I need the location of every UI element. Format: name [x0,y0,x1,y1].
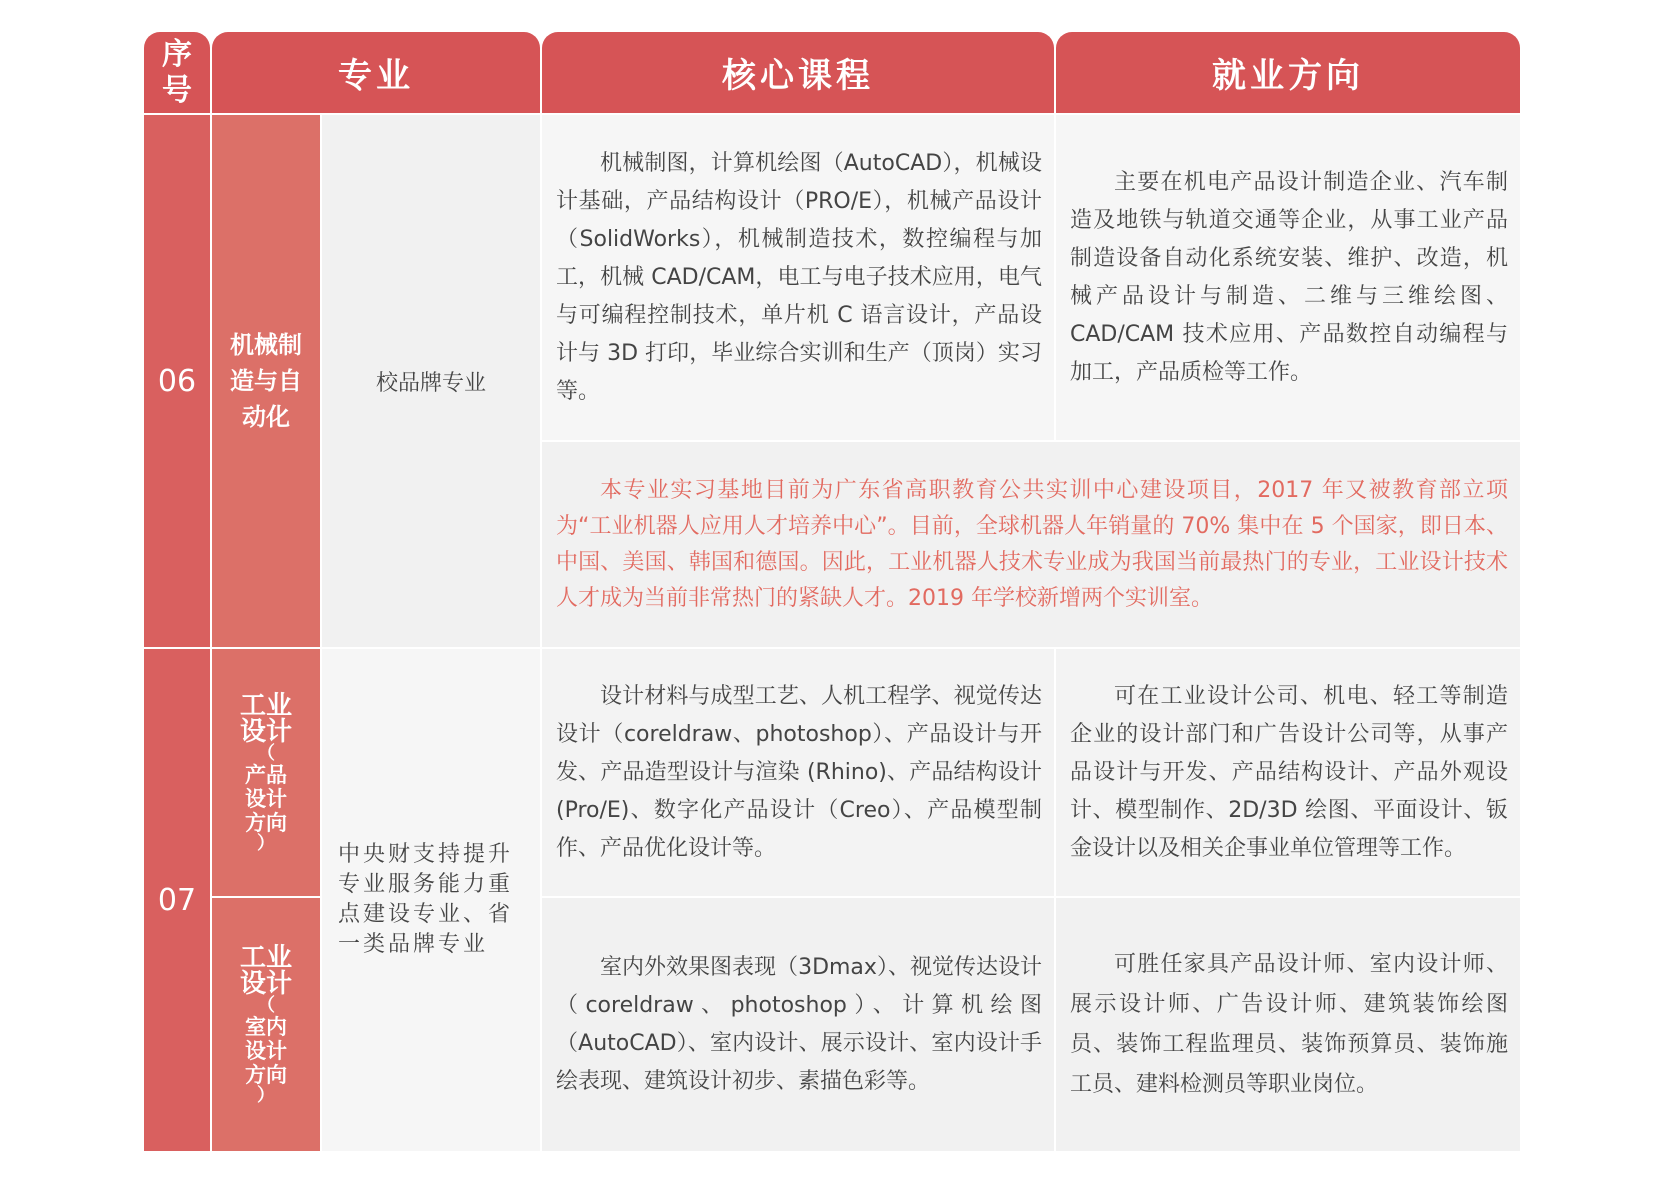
row-07-major-interior [212,898,320,1151]
row-07b-courses [542,898,1054,1151]
header-career: 就业方向 [1056,32,1520,113]
row-06-courses [542,115,1054,440]
row-07a-direction: 产品设计方向 [245,762,287,835]
row-07-number: 07 [144,649,210,1151]
row-06-career-text: 主要在机电产品设计制造企业、汽车制造及地铁与轨道交通等企业，从事工业产品制造设备自动化系统安装、维护、改造，机械产品设计与制造、二维与三维绘图、CAD/CAM 技术应用、产品数控自动编程与加工，产品质检等工作。 [1070,169,1508,385]
row-07a-paren-open: （ [257,742,275,764]
row-06-brand: 校品牌专业 [322,115,540,647]
row-06-major-text: 机械制造与自动化 [230,331,302,431]
row-07a-paren-close: ） [257,832,275,854]
row-07-brand-text: 中央财支持提升专业服务能力重点建设专业、省一类品牌专业 [338,842,514,957]
row-06-number: 06 [144,115,210,647]
row-07b-career-text: 可胜任家具产品设计师、室内设计师、展示设计师、广告设计师、建筑装饰绘图员、装饰工程监理员、装饰预算员、装饰施工员、建料检测员等职业岗位。 [1070,951,1508,1097]
row-06-major [212,115,320,647]
row-07a-career [1056,649,1520,896]
row-07b-paren-open: （ [257,994,275,1016]
header-major: 专业 [212,32,540,113]
row-07a-career-text: 可在工业设计公司、机电、轻工等制造企业的设计部门和广告设计公司等，从事产品设计与开发、产品结构设计、产品外观设计、模型制作、2D/3D 绘图、平面设计、钣金设计以及相关企事业单位管理等工作。 [1070,683,1508,861]
header-courses: 核心课程 [542,32,1054,113]
row-06-courses-text: 机械制图，计算机绘图（AutoCAD），机械设计基础，产品结构设计（PRO/E），机械产品设计（SolidWorks），机械制造技术，数控编程与加工，机械 CAD/CAM，电工与电子技术应用，电气与可编程控制技术，单片机 C 语言设计，产品设计与 3D 打印，毕业综合实训和生产（顶岗）实习等。 [556,150,1042,404]
row-07-major-product [212,649,320,896]
header-index [144,32,210,113]
row-07b-paren-close: ） [257,1084,275,1106]
row-07-brand [322,649,540,1151]
row-06-note-text: 本专业实习基地目前为广东省高职教育公共实训中心建设项目，2017 年又被教育部立项为“工业机器人应用人才培养中心”。目前，全球机器人年销量的 70% 集中在 5 个国家，即日本、中国、美国、韩国和德国。因此，工业机器人技术专业成为我国当前最热门的专业，工业设计技术人才成为当前非常热门的紧缺人才。2019 年学校新增两个实训室。 [556,477,1508,611]
header-index-char1: 序 [162,36,192,72]
row-07b-courses-text: 室内外效果图表现（3Dmax）、视觉传达设计（coreldraw、photoshop）、计算机绘图（AutoCAD）、室内设计、展示设计、室内设计手绘表现、建筑设计初步、素描色彩等。 [556,954,1042,1094]
row-06-note [542,442,1520,647]
row-07b-direction: 室内设计方向 [245,1014,287,1087]
row-07b-major-main: 工业设计 [240,942,293,999]
header-index-char2: 号 [162,72,192,108]
row-07a-courses [542,649,1054,896]
row-07b-career [1056,898,1520,1151]
row-06-career [1056,115,1520,440]
row-07a-major-main: 工业设计 [240,690,293,747]
row-07a-courses-text: 设计材料与成型工艺、人机工程学、视觉传达设计（coreldraw、photoshop）、产品设计与开发、产品造型设计与渲染 (Rhino)、产品结构设计 (Pro/E)、数字化产品设计（Creo）、产品模型制作、产品优化设计等。 [556,683,1042,861]
